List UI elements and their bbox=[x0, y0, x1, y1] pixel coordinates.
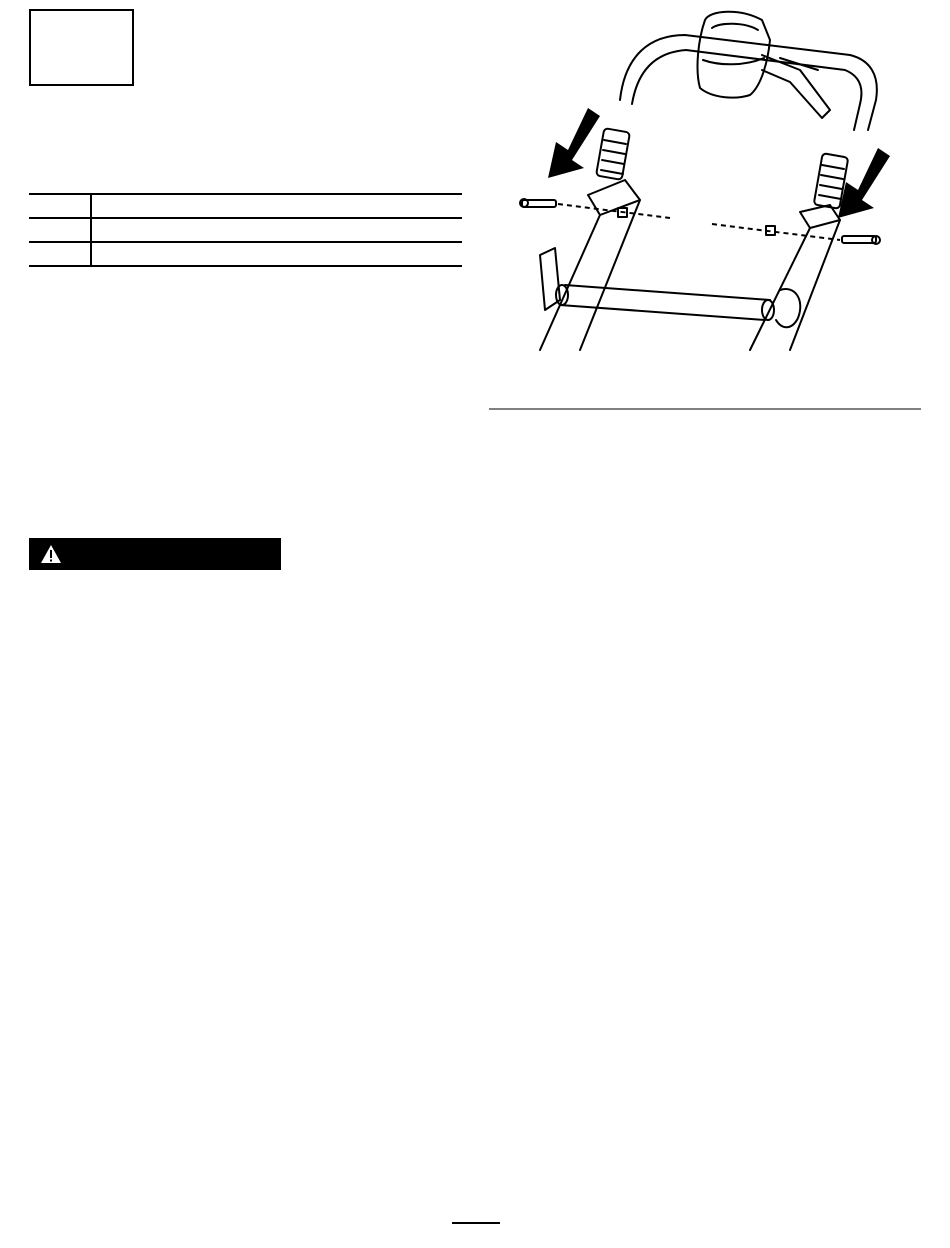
table-cell-qty bbox=[29, 194, 91, 218]
parts-table bbox=[29, 193, 462, 267]
table-cell-qty bbox=[29, 242, 91, 266]
step-number-box bbox=[29, 9, 134, 86]
warning-triangle-icon bbox=[40, 544, 62, 564]
table-cell-qty bbox=[29, 218, 91, 242]
table-cell-description bbox=[91, 194, 462, 218]
table-row bbox=[29, 218, 462, 242]
warning-header-bar bbox=[29, 538, 281, 570]
table-row bbox=[29, 242, 462, 266]
table-cell-description bbox=[91, 242, 462, 266]
section-divider bbox=[489, 408, 921, 410]
page-footer-rule bbox=[452, 1222, 500, 1224]
arrow-down-left-icon bbox=[548, 108, 890, 218]
table-cell-description bbox=[91, 218, 462, 242]
handle-assembly-illustration bbox=[500, 0, 920, 360]
table-row bbox=[29, 194, 462, 218]
